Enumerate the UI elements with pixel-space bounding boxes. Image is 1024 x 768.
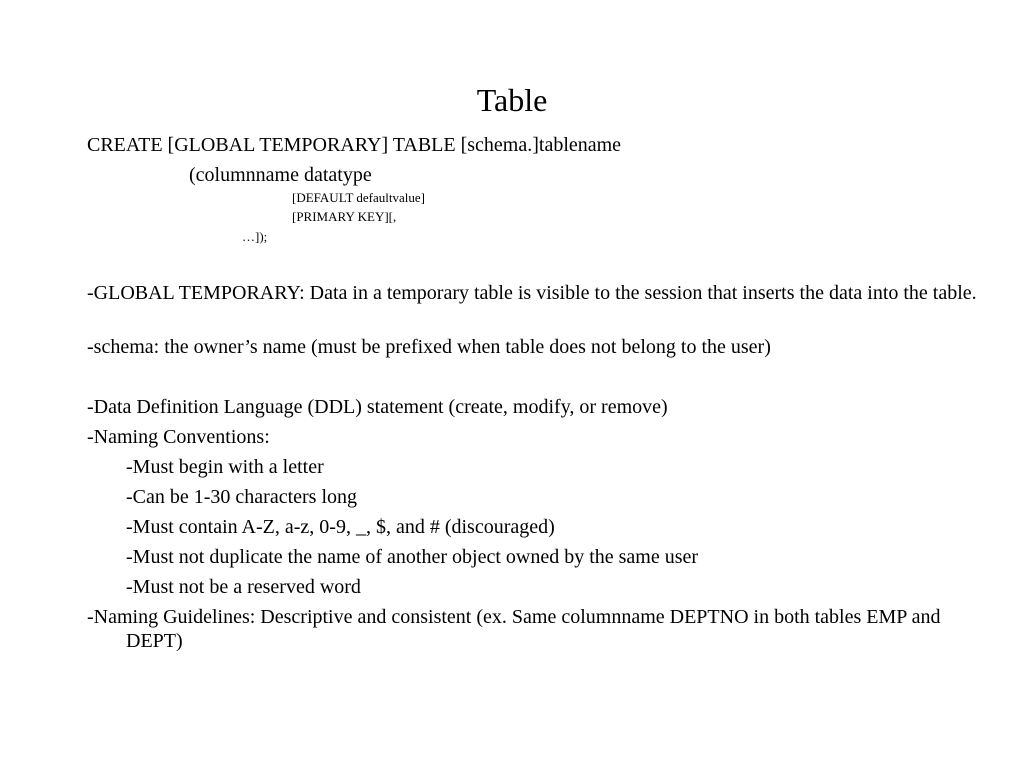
- note-schema: -schema: the owner’s name (must be prefixed when table does not belong to the user): [87, 336, 771, 358]
- syntax-line-create: CREATE [GLOBAL TEMPORARY] TABLE [schema.]tablename: [87, 134, 622, 156]
- rule-characters: -Must contain A-Z, a-z, 0-9, _, $, and # (discouraged): [126, 516, 555, 538]
- rule-reserved-word: -Must not be a reserved word: [126, 576, 361, 598]
- slide-title: Table: [476, 82, 548, 118]
- note-naming-guidelines: -Naming Guidelines: Descriptive and consistent (ex. Same columnname DEPTNO in both tables EMP and DEPT): [87, 606, 941, 652]
- note-ddl: -Data Definition Language (DDL) statement (create, modify, or remove): [87, 396, 668, 418]
- rule-length: -Can be 1-30 characters long: [126, 486, 358, 508]
- syntax-line-primary-key: [PRIMARY KEY][,: [292, 209, 397, 224]
- syntax-line-end: …]);: [242, 229, 268, 244]
- rule-no-duplicate: -Must not duplicate the name of another object owned by the same user: [126, 546, 699, 568]
- syntax-line-default: [DEFAULT defaultvalue]: [292, 190, 425, 205]
- rule-begin-letter: -Must begin with a letter: [126, 456, 324, 478]
- note-naming-conventions: -Naming Conventions:: [87, 426, 270, 448]
- syntax-line-column: (columnname datatype: [189, 164, 372, 186]
- note-global-temporary: -GLOBAL TEMPORARY: Data in a temporary table is visible to the session that inserts the data into the table.: [87, 282, 977, 304]
